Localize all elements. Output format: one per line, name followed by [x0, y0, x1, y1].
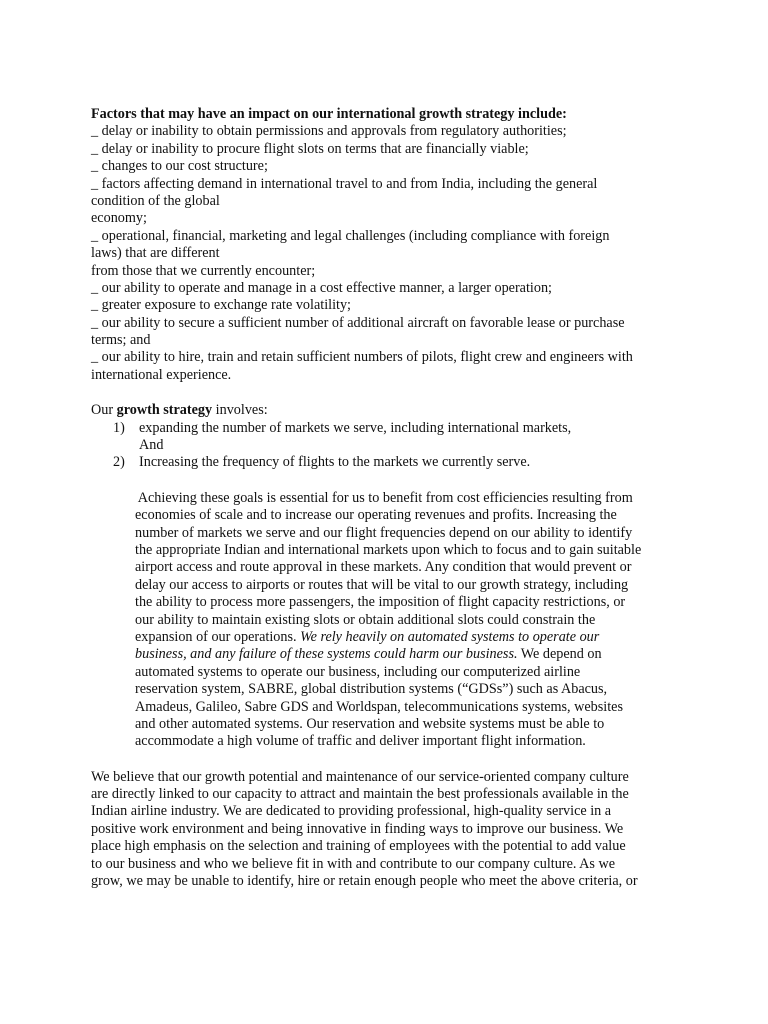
- paragraph-line: place high emphasis on the selection and training of employees with the potential to add value: [91, 838, 626, 855]
- paragraph-line: our ability to maintain existing slots or obtain additional slots could constrain the: [135, 611, 596, 628]
- list-item: [91, 420, 681, 437]
- list-text: expanding the number of markets we serve, including international markets,: [139, 419, 572, 436]
- paragraph-line: Amadeus, Galileo, Sabre GDS and Worldspan, telecommunications systems, websites: [135, 698, 623, 715]
- factors-line: _ factors affecting demand in international travel to and from India, including the general: [91, 175, 598, 192]
- list-item: [91, 454, 681, 471]
- paragraph-line: automated systems to operate our business, including our computerized airline: [135, 663, 581, 680]
- paragraph-line: delay our access to airports or routes that will be vital to our growth strategy, including: [135, 576, 629, 593]
- factors-line: laws) that are different: [91, 245, 220, 262]
- intro-text: Our: [91, 402, 117, 419]
- italic-warning: We rely heavily on automated systems to operate our: [300, 628, 600, 645]
- paragraph-line: and other automated systems. Our reservation and website systems must be able to: [135, 715, 605, 732]
- paragraph-text: We depend on: [517, 646, 602, 663]
- paragraph-line: accommodate a high volume of traffic and deliver important flight information.: [135, 733, 586, 750]
- factors-line: _ greater exposure to exchange rate volatility;: [91, 297, 351, 314]
- growth-strategy-intro: [91, 402, 681, 419]
- list-text: Increasing the frequency of flights to the markets we currently serve.: [139, 454, 531, 471]
- paragraph-line: [135, 646, 681, 663]
- list-number: 1): [113, 419, 125, 436]
- paragraph-line: We believe that our growth potential and maintenance of our service-oriented company culture: [91, 768, 629, 785]
- factors-line: condition of the global: [91, 192, 220, 209]
- growth-strategy-term: growth strategy: [116, 402, 213, 419]
- factors-list: [91, 123, 681, 384]
- paragraph-line: number of markets we serve and our flight frequencies depend on our ability to identify: [135, 524, 633, 541]
- paragraph-text: expansion of our operations.: [135, 628, 301, 645]
- paragraph-line: [135, 629, 681, 646]
- factors-line: _ our ability to operate and manage in a cost effective manner, a larger operation;: [91, 279, 552, 296]
- paragraph-line: grow, we may be unable to identify, hire or retain enough people who meet the above criteria, or: [91, 873, 638, 890]
- paragraph-line: the ability to process more passengers, the imposition of flight capacity restrictions, or: [135, 594, 626, 611]
- paragraph-line: to our business and who we believe fit in with and contribute to our company culture. As we: [91, 855, 616, 872]
- factors-heading: Factors that may have an impact on our international growth strategy include:: [91, 106, 567, 122]
- factors-line: _ our ability to hire, train and retain sufficient numbers of pilots, flight crew and engineers with: [91, 349, 633, 366]
- paragraph-line: airport access and route approval in these markets. Any condition that would prevent or: [135, 559, 632, 576]
- factors-line: _ delay or inability to obtain permissions and approvals from regulatory authorities;: [91, 123, 567, 140]
- goals-paragraph: [91, 490, 681, 751]
- and-text: And: [139, 437, 164, 454]
- intro-text: involves:: [212, 402, 268, 419]
- paragraph-line: reservation system, SABRE, global distribution systems (“GDSs”) such as Abacus,: [135, 681, 608, 698]
- italic-warning: business, and any failure of these systems could harm our business.: [135, 646, 518, 663]
- factors-line: _ our ability to secure a sufficient number of additional aircraft on favorable lease or purchase: [91, 314, 625, 331]
- factors-line: international experience.: [91, 366, 232, 383]
- factors-line: _ delay or inability to procure flight slots on terms that are financially viable;: [91, 140, 529, 157]
- strategy-list: [91, 420, 681, 472]
- paragraph-line: the appropriate Indian and international markets upon which to focus and to gain suitable: [135, 541, 642, 558]
- culture-paragraph: [91, 769, 681, 891]
- paragraph-line: are directly linked to our capacity to attract and maintain the best professionals available in the: [91, 786, 629, 803]
- paragraph-line: Achieving these goals is essential for us to benefit from cost efficiencies resulting from: [135, 489, 633, 506]
- factors-line: terms; and: [91, 332, 151, 349]
- paragraph-line: economies of scale and to increase our operating revenues and profits. Increasing the: [135, 507, 617, 524]
- factors-line: economy;: [91, 210, 147, 227]
- factors-line: _ changes to our cost structure;: [91, 158, 268, 175]
- list-number: 2): [113, 454, 125, 471]
- paragraph-line: positive work environment and being innovative in finding ways to improve our business. We: [91, 820, 624, 837]
- paragraph-line: Indian airline industry. We are dedicated to providing professional, high-quality service in a: [91, 803, 612, 820]
- factors-line: _ operational, financial, marketing and legal challenges (including compliance with foreign: [91, 227, 610, 244]
- factors-line: from those that we currently encounter;: [91, 262, 316, 279]
- document-page: [91, 106, 681, 890]
